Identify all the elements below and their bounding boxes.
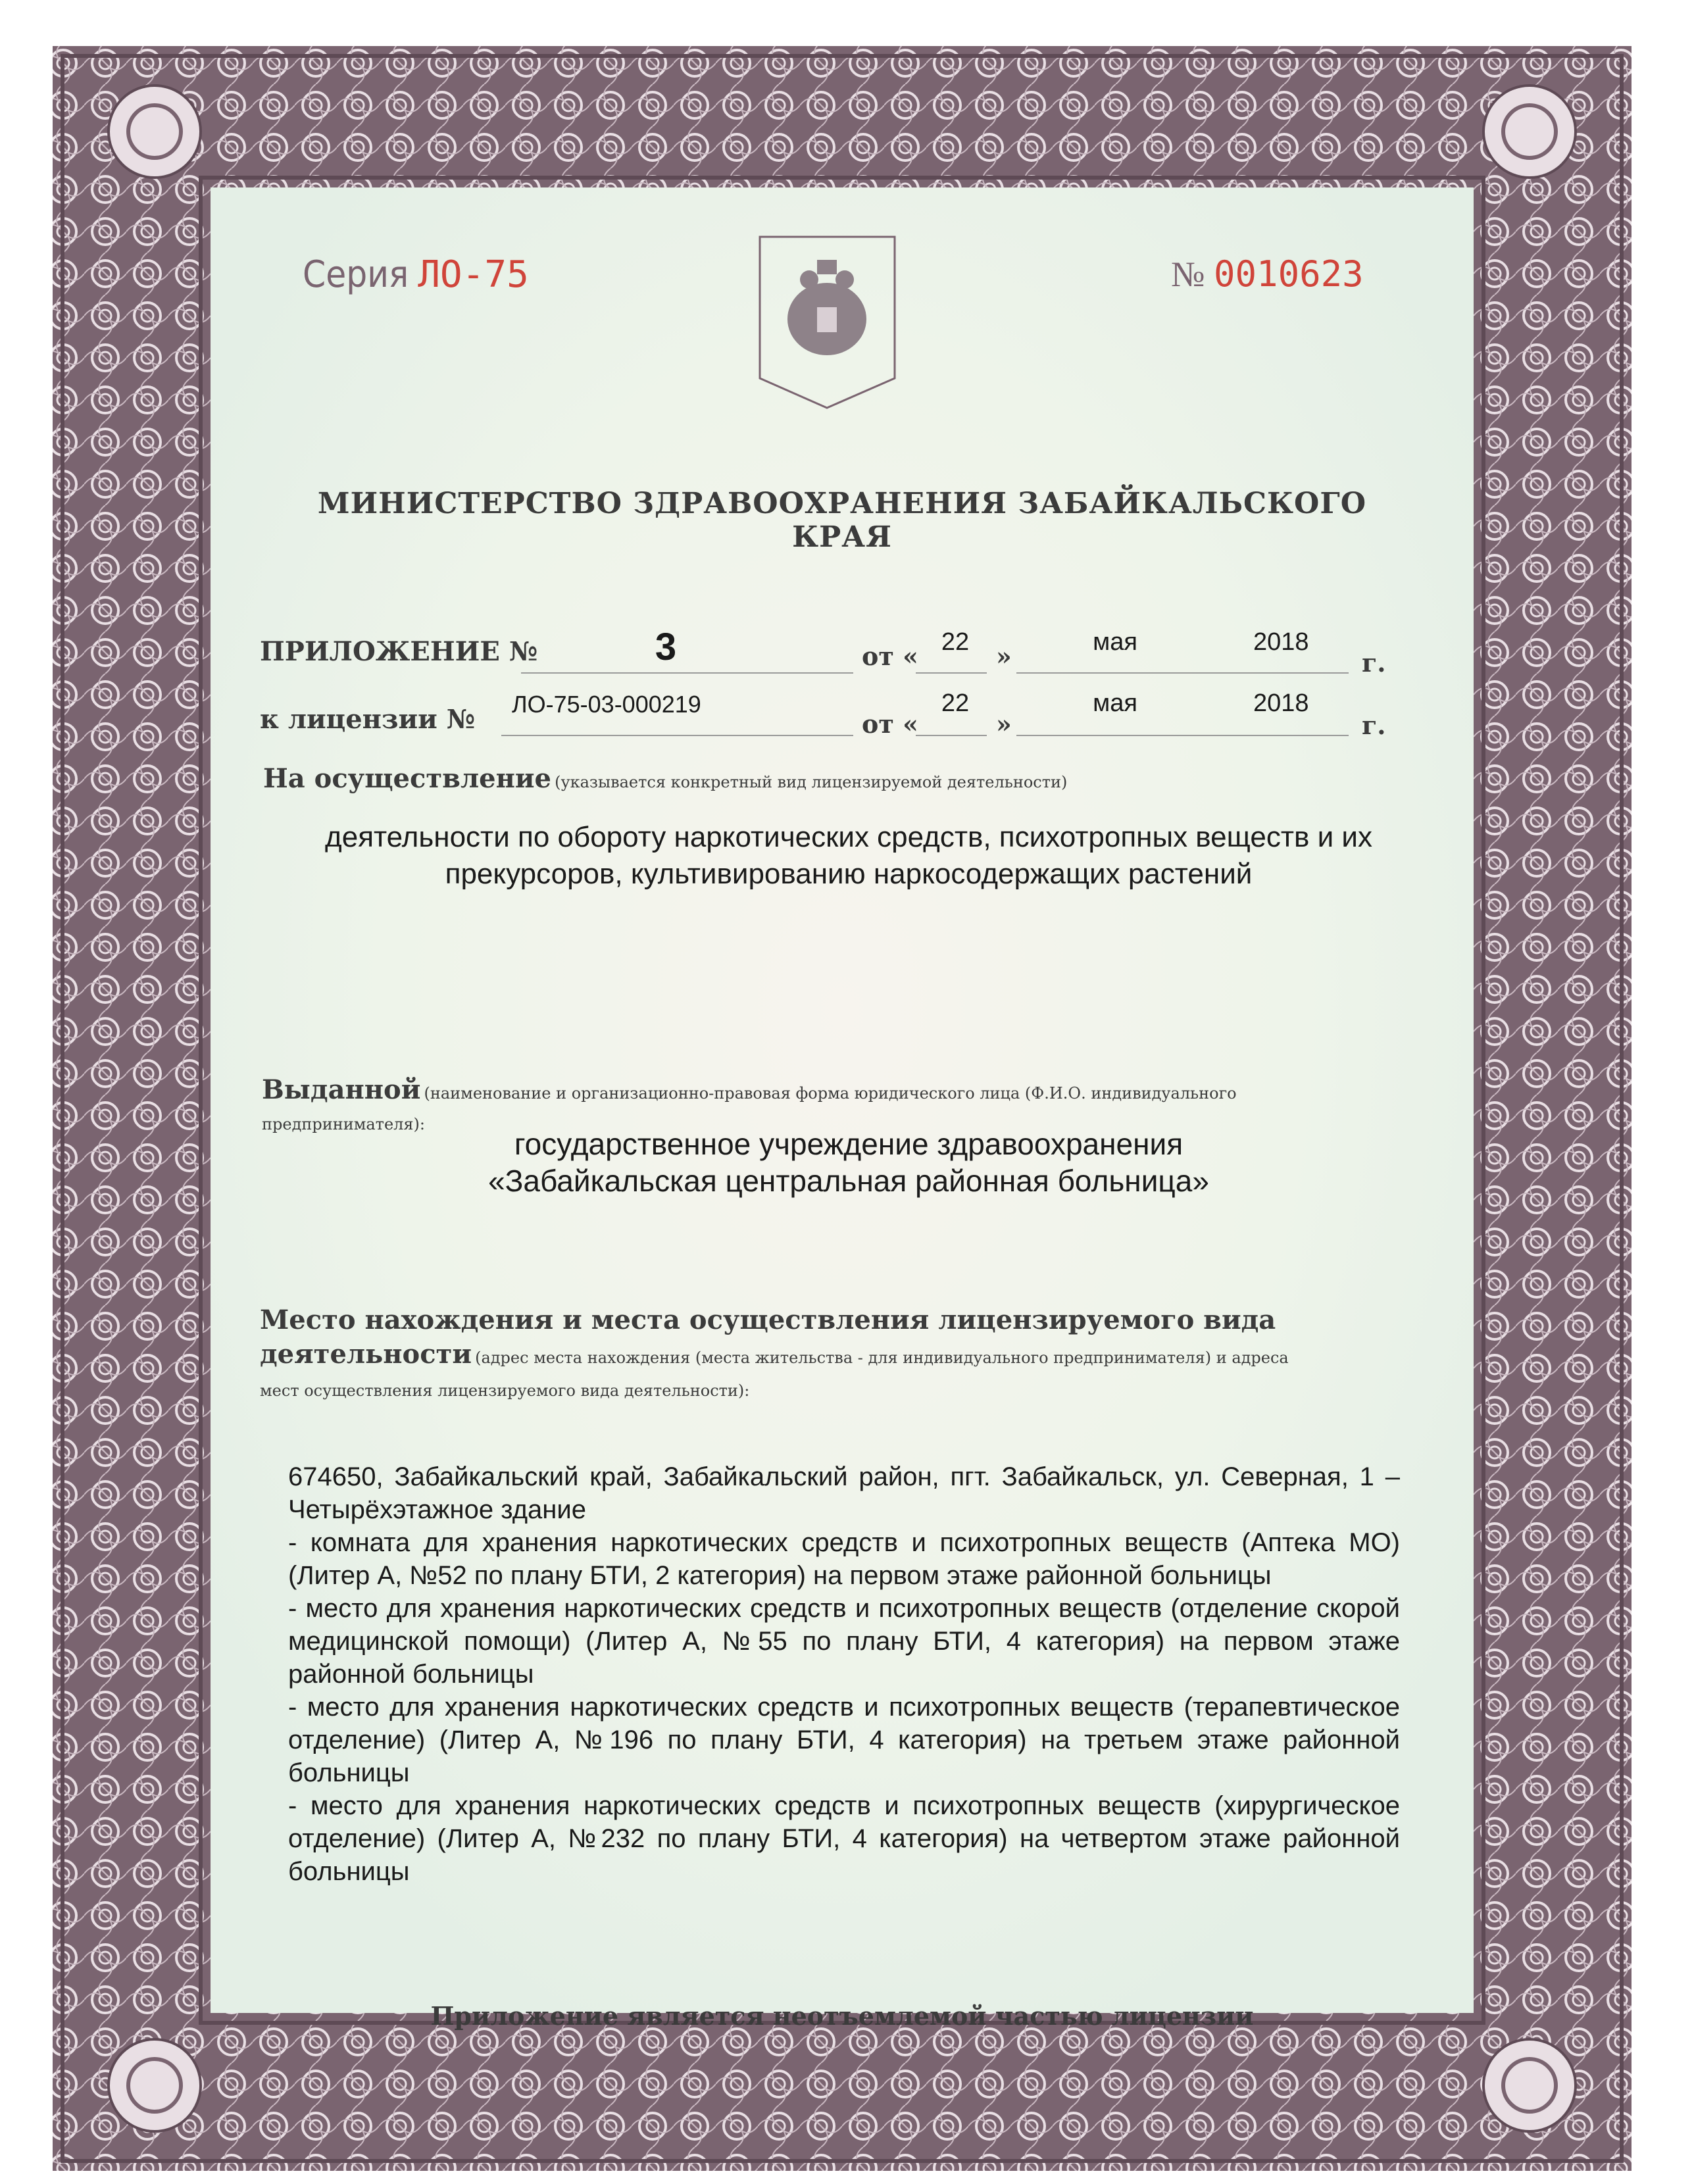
address-list — [288, 1460, 1400, 1888]
address-item: - место для хранения наркотических средств и психотропных веществ (хирургическое отделение) (Литер А, №232 по плану БТИ, 4 категория) на четвертом этаже районной больницы — [288, 1791, 1400, 1886]
appendix-close-quote: » — [996, 641, 1012, 671]
location-hint-line2: мест осуществления лицензируемого вида деятельности): — [260, 1381, 750, 1400]
location-label-line2-block — [260, 1339, 1289, 1370]
address-item: 674650, Забайкальский край, Забайкальский район, пгт. Забайкальск, ул. Северная, 1 – Четырёхэтажное здание — [288, 1462, 1400, 1524]
license-close-quote: » — [996, 709, 1012, 739]
address-item: - комната для хранения наркотических средств и психотропных веществ (Аптека МО) (Литер А, №52 по плану БТИ, 2 категория) на первом этаже районной больницы — [288, 1528, 1400, 1590]
appendix-label: ПРИЛОЖЕНИЕ № — [260, 636, 538, 667]
appendix-month: мая — [1093, 628, 1137, 656]
address-item: - место для хранения наркотических средств и психотропных веществ (терапевтическое отделение) (Литер А, №196 по плану БТИ, 4 категория) на третьем этаже районной больницы — [288, 1693, 1400, 1787]
location-hint-line1: (адрес места нахождения (места жительства - для индивидуального предпринимателя) и адреса — [475, 1349, 1289, 1367]
issued-label: Выданной — [262, 1074, 421, 1105]
appendix-year: 2018 — [1253, 628, 1309, 656]
issued-hint: (наименование и организационно-правовая форма юридического лица (Ф.И.О. индивидуального предпринимателя): — [262, 1084, 1237, 1133]
activity-hint: (указывается конкретный вид лицензируемой деятельности) — [555, 773, 1068, 791]
number-block — [1171, 253, 1364, 295]
license-month: мая — [1093, 689, 1137, 717]
activity-text: деятельности по обороту наркотических средств, психотропных веществ и их прекурсоров, культивированию наркосодержащих растений — [325, 821, 1372, 890]
license-year: 2018 — [1253, 689, 1309, 717]
license-number: ЛО-75-03-000219 — [512, 691, 701, 718]
location-label-line2: деятельности — [260, 1339, 472, 1370]
license-label: к лицензии № — [260, 704, 476, 735]
number-sign: № — [1171, 255, 1205, 294]
location-label-line1: Место нахождения и места осуществления лицензируемого вида — [260, 1304, 1276, 1335]
number-value: 0010623 — [1214, 253, 1364, 295]
activity-heading — [263, 763, 1067, 794]
issued-org-line2: «Забайкальская центральная районная больница» — [488, 1164, 1209, 1198]
coat-of-arms-icon — [757, 234, 898, 411]
appendix-number: 3 — [655, 626, 677, 668]
appendix-year-suffix: г. — [1362, 648, 1386, 678]
footer-note: Приложение является неотъемлемой частью лицензии — [430, 2001, 1254, 2031]
license-year-suffix: г. — [1362, 710, 1386, 740]
appendix-from: от « — [862, 641, 918, 671]
issued-org-line1: государственное учреждение здравоохранения — [514, 1127, 1183, 1161]
series-value: ЛО-75 — [418, 253, 529, 296]
ministry-title: МИНИСТЕРСТВО ЗДРАВООХРАНЕНИЯ ЗАБАЙКАЛЬСКОГО КРАЯ — [317, 487, 1367, 554]
license-from: от « — [862, 709, 918, 739]
appendix-day: 22 — [941, 628, 970, 656]
series-label: Серия — [303, 253, 409, 296]
license-day: 22 — [941, 689, 970, 717]
series-block — [303, 253, 529, 296]
address-item: - место для хранения наркотических средств и психотропных веществ (отделение скорой медицинской помощи) (Литер А, №55 по плану БТИ, 4 категория) на первом этаже районной больницы — [288, 1594, 1400, 1689]
activity-label: На осуществление — [263, 763, 551, 794]
